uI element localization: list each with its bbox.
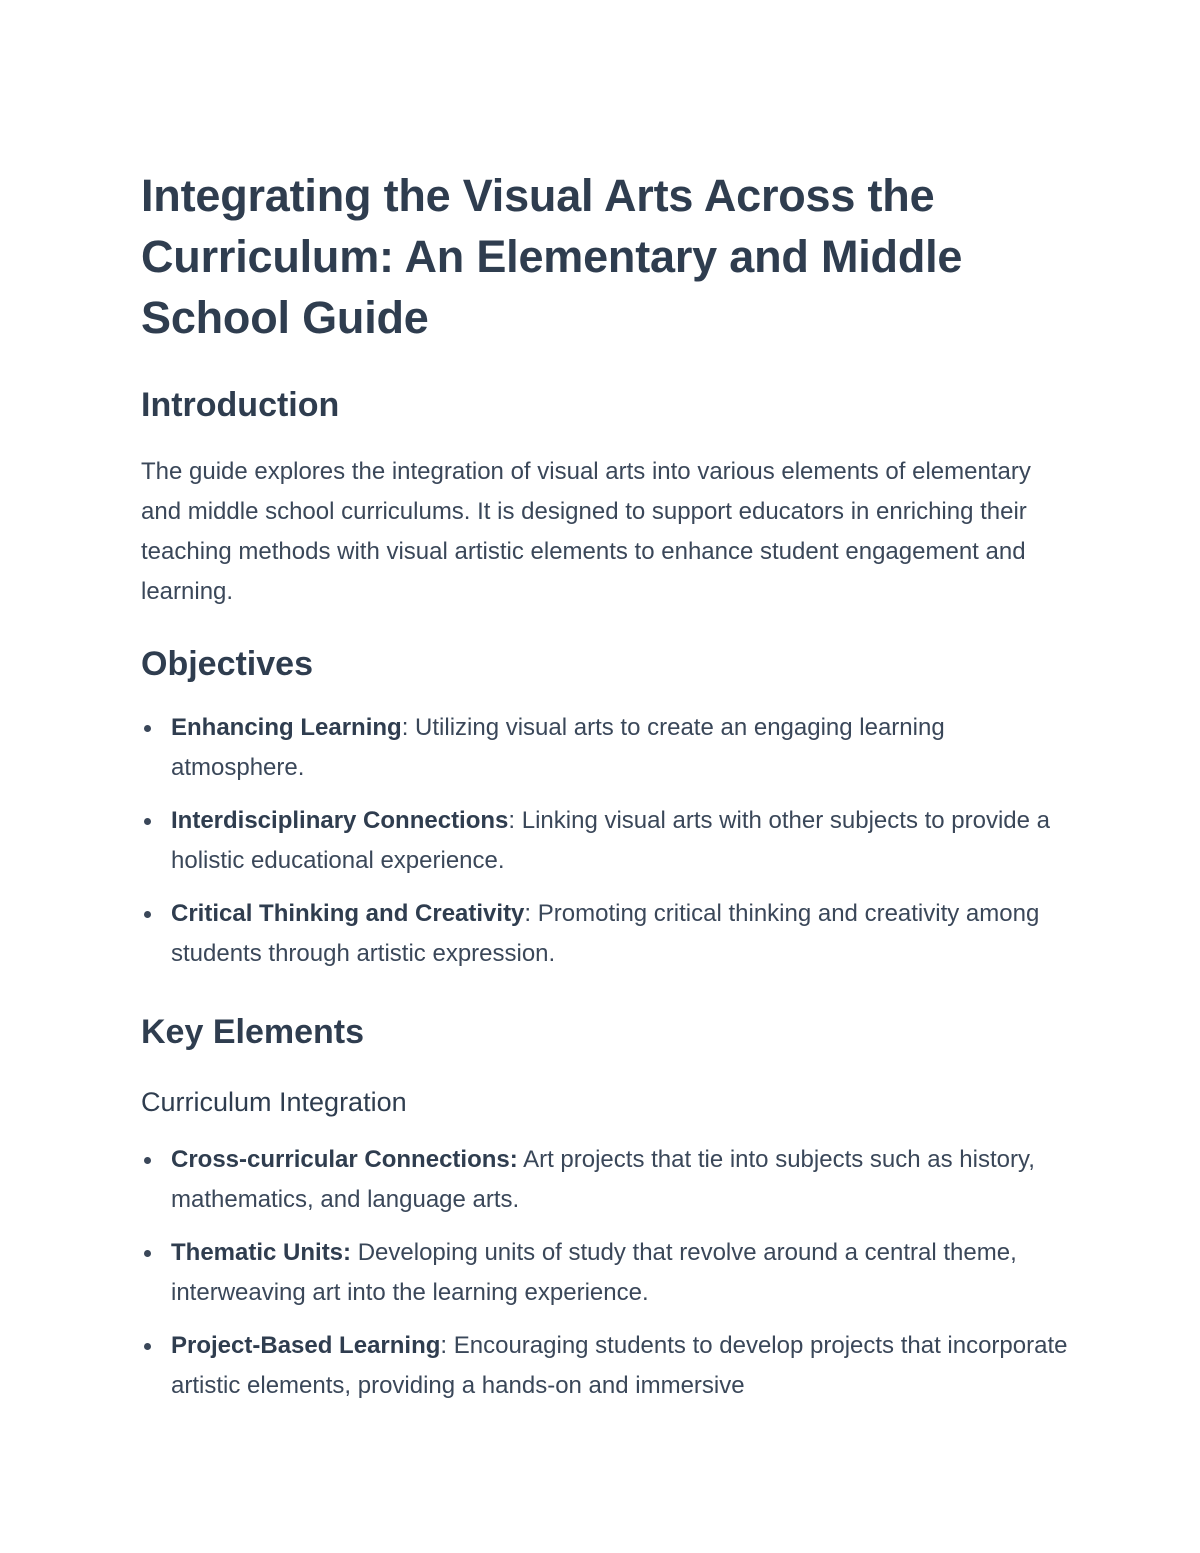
list-item <box>141 1233 1071 1313</box>
bullet-icon <box>144 1343 151 1350</box>
item-term: Cross-curricular Connections: <box>171 1146 518 1173</box>
bullet-icon <box>144 818 151 825</box>
item-text: Linking visual arts with other subjects to provide a holistic educational experience. <box>171 807 1051 874</box>
item-separator: : <box>524 900 538 927</box>
list-item <box>141 1140 1071 1220</box>
item-term: Project-Based Learning <box>171 1332 441 1359</box>
bullet-icon <box>144 725 151 732</box>
item-text: Developing units of study that revolve around a central theme, interweaving art into the learning experience. <box>171 1239 1017 1306</box>
key-elements-heading: Key Elements <box>141 1013 364 1051</box>
curriculum-integration-heading: Curriculum Integration <box>141 1087 407 1117</box>
item-term: Enhancing Learning <box>171 714 402 741</box>
list-item <box>141 708 1071 788</box>
list-item <box>141 801 1071 881</box>
item-text: Utilizing visual arts to create an engaging learning atmosphere. <box>171 714 945 781</box>
objectives-list <box>141 708 1071 974</box>
bullet-icon <box>144 1157 151 1164</box>
item-separator: : <box>508 807 522 834</box>
bullet-icon <box>144 911 151 918</box>
bullet-icon <box>144 1250 151 1257</box>
item-text: Encouraging students to develop projects that incorporate artistic elements, providing a hands-on and immersive <box>171 1332 1068 1399</box>
item-text: Promoting critical thinking and creativity among students through artistic expression. <box>171 900 1040 967</box>
document-page <box>141 165 1071 1406</box>
item-separator: : <box>440 1332 454 1359</box>
objectives-heading: Objectives <box>141 645 313 683</box>
item-separator: : <box>401 714 416 741</box>
item-term: Critical Thinking and Creativity <box>171 900 525 927</box>
introduction-heading: Introduction <box>141 386 340 424</box>
item-term: Thematic Units: <box>171 1239 352 1266</box>
introduction-paragraph: The guide explores the integration of visual arts into various elements of elementary and middle school curriculums. It is designed to support educators in enriching their teaching methods with visual artistic elements to enhance student engagement and learning. <box>141 458 1031 605</box>
item-text: Art projects that tie into subjects such as history, mathematics, and language arts. <box>171 1146 1035 1213</box>
item-term: Interdisciplinary Connections <box>171 807 509 834</box>
list-item <box>141 894 1071 974</box>
curriculum-integration-list <box>141 1140 1071 1406</box>
list-item <box>141 1326 1071 1406</box>
document-title: Integrating the Visual Arts Across the Curriculum: An Elementary and Middle School Guide <box>141 170 963 343</box>
item-separator <box>351 1239 358 1266</box>
